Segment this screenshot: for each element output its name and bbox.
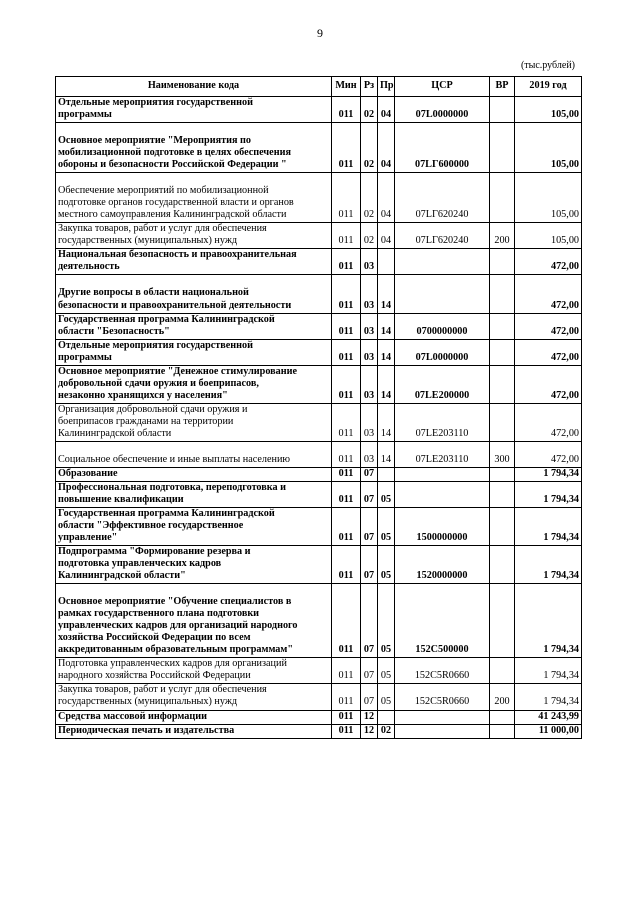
budget-table (55, 76, 582, 739)
row-csr (395, 467, 490, 481)
row-min: 011 (332, 467, 361, 481)
row-csr: 07L0000000 (395, 339, 490, 365)
table-row (56, 249, 582, 275)
table-row (56, 684, 582, 710)
row-pr: 05 (378, 684, 395, 710)
row-name: Государственная программа Калининградской области "Безопасность" (56, 313, 332, 339)
row-min: 011 (332, 508, 361, 546)
row-pr: 14 (378, 365, 395, 403)
row-vr: 200 (490, 684, 515, 710)
row-min: 011 (332, 710, 361, 724)
row-name: Образование (56, 467, 332, 481)
row-vr (490, 249, 515, 275)
table-row (56, 584, 582, 658)
row-name: Государственная программа Калининградской области "Эффективное государственное управление" (56, 508, 332, 546)
row-rz: 02 (361, 223, 378, 249)
row-vr (490, 710, 515, 724)
row-name: Закупка товаров, работ и услуг для обеспечения государственных (муниципальных) нужд (56, 223, 332, 249)
row-csr (395, 724, 490, 738)
row-csr: 152C500000 (395, 584, 490, 658)
row-vr (490, 123, 515, 173)
row-sum: 472,00 (515, 339, 582, 365)
row-name: Закупка товаров, работ и услуг для обеспечения государственных (муниципальных) нужд (56, 684, 332, 710)
row-name: Средства массовой информации (56, 710, 332, 724)
row-pr (378, 467, 395, 481)
row-sum: 41 243,99 (515, 710, 582, 724)
row-pr: 05 (378, 658, 395, 684)
table-row (56, 658, 582, 684)
row-min: 011 (332, 584, 361, 658)
row-sum: 472,00 (515, 365, 582, 403)
row-sum: 1 794,34 (515, 481, 582, 507)
row-min: 011 (332, 365, 361, 403)
row-sum: 1 794,34 (515, 508, 582, 546)
row-pr: 14 (378, 441, 395, 467)
table-row (56, 97, 582, 123)
row-name: Основное мероприятие "Мероприятия по мобилизационной подготовке в целях обеспечения обороны и безопасности Российской Федерации " (56, 123, 332, 173)
row-rz: 03 (361, 275, 378, 313)
row-vr (490, 313, 515, 339)
row-sum: 11 000,00 (515, 724, 582, 738)
row-rz: 03 (361, 249, 378, 275)
row-pr: 14 (378, 275, 395, 313)
row-pr: 05 (378, 546, 395, 584)
units-label: (тыс.рублей) (520, 60, 575, 71)
row-csr: 07LE203110 (395, 441, 490, 467)
row-rz: 07 (361, 684, 378, 710)
header-vr: ВР (490, 77, 515, 97)
row-vr (490, 481, 515, 507)
row-name: Отдельные мероприятия государственной программы (56, 97, 332, 123)
row-name: Подготовка управленческих кадров для организаций народного хозяйства Российской Федерации (56, 658, 332, 684)
row-rz: 07 (361, 467, 378, 481)
row-sum: 472,00 (515, 403, 582, 441)
row-name: Основное мероприятие "Денежное стимулирование добровольной сдачи оружия и боеприпасов, незаконно хранящихся у населения" (56, 365, 332, 403)
row-vr (490, 173, 515, 223)
row-min: 011 (332, 97, 361, 123)
row-csr: 07LГ620240 (395, 173, 490, 223)
row-name: Основное мероприятие "Обучение специалистов в рамках государственного плана подготовки управленческих кадров для организаций народного хозяйства Российской Федерации по всем аккредитованным образовательным программам" (56, 584, 332, 658)
row-pr: 14 (378, 313, 395, 339)
row-rz: 02 (361, 123, 378, 173)
table-header-row (56, 77, 582, 97)
row-rz: 03 (361, 313, 378, 339)
row-rz: 03 (361, 441, 378, 467)
table-row (56, 313, 582, 339)
row-vr (490, 403, 515, 441)
row-rz: 12 (361, 710, 378, 724)
row-vr (490, 508, 515, 546)
row-name: Национальная безопасность и правоохранительная деятельность (56, 249, 332, 275)
row-name: Профессиональная подготовка, переподготовка и повышение квалификации (56, 481, 332, 507)
row-rz: 07 (361, 584, 378, 658)
row-csr: 07LГ600000 (395, 123, 490, 173)
table-row (56, 508, 582, 546)
row-name: Организация добровольной сдачи оружия и боеприпасов гражданами на территории Калининградской области (56, 403, 332, 441)
row-sum: 472,00 (515, 249, 582, 275)
row-rz: 07 (361, 658, 378, 684)
header-year: 2019 год (515, 77, 582, 97)
row-min: 011 (332, 313, 361, 339)
row-sum: 105,00 (515, 223, 582, 249)
row-sum: 1 794,34 (515, 658, 582, 684)
row-min: 011 (332, 684, 361, 710)
row-name: Подпрограмма "Формирование резерва и подготовка управленческих кадров Калининградской области" (56, 546, 332, 584)
row-vr (490, 97, 515, 123)
row-pr (378, 710, 395, 724)
row-min: 011 (332, 441, 361, 467)
row-name: Периодическая печать и издательства (56, 724, 332, 738)
row-csr (395, 249, 490, 275)
row-pr: 05 (378, 481, 395, 507)
row-min: 011 (332, 173, 361, 223)
row-vr (490, 658, 515, 684)
row-rz: 03 (361, 339, 378, 365)
table-row (56, 481, 582, 507)
row-csr: 07L0000000 (395, 97, 490, 123)
row-pr: 04 (378, 223, 395, 249)
row-pr: 05 (378, 584, 395, 658)
table-row (56, 173, 582, 223)
row-vr (490, 546, 515, 584)
table-row (56, 710, 582, 724)
row-name: Отдельные мероприятия государственной программы (56, 339, 332, 365)
row-pr: 04 (378, 173, 395, 223)
header-rz: Рз (361, 77, 378, 97)
row-min: 011 (332, 658, 361, 684)
row-csr: 07LE203110 (395, 403, 490, 441)
row-sum: 1 794,34 (515, 546, 582, 584)
row-name: Обеспечение мероприятий по мобилизационной подготовке органов государственной власти и органов местного самоуправления Калининградской области (56, 173, 332, 223)
row-min: 011 (332, 223, 361, 249)
row-pr: 04 (378, 123, 395, 173)
row-sum: 105,00 (515, 173, 582, 223)
row-min: 011 (332, 123, 361, 173)
row-sum: 1 794,34 (515, 584, 582, 658)
row-pr (378, 249, 395, 275)
row-min: 011 (332, 249, 361, 275)
row-name: Другие вопросы в области национальной безопасности и правоохранительной деятельности (56, 275, 332, 313)
row-csr: 152C5R0660 (395, 684, 490, 710)
table-row (56, 441, 582, 467)
row-csr: 1500000000 (395, 508, 490, 546)
row-rz: 12 (361, 724, 378, 738)
row-csr: 07LГ620240 (395, 223, 490, 249)
page-number: 9 (317, 26, 323, 40)
row-vr (490, 724, 515, 738)
row-pr: 14 (378, 403, 395, 441)
row-sum: 472,00 (515, 441, 582, 467)
row-rz: 03 (361, 403, 378, 441)
row-min: 011 (332, 724, 361, 738)
row-vr: 300 (490, 441, 515, 467)
row-pr: 05 (378, 508, 395, 546)
table-row (56, 339, 582, 365)
row-pr: 02 (378, 724, 395, 738)
row-rz: 07 (361, 508, 378, 546)
row-sum: 1 794,34 (515, 467, 582, 481)
row-pr: 14 (378, 339, 395, 365)
row-csr (395, 275, 490, 313)
row-vr (490, 365, 515, 403)
header-name: Наименование кода (56, 77, 332, 97)
row-vr (490, 467, 515, 481)
row-min: 011 (332, 275, 361, 313)
row-name: Социальное обеспечение и иные выплаты населению (56, 441, 332, 467)
table-row (56, 365, 582, 403)
table-row (56, 275, 582, 313)
row-sum: 105,00 (515, 97, 582, 123)
row-vr (490, 584, 515, 658)
row-csr: 152C5R0660 (395, 658, 490, 684)
row-min: 011 (332, 403, 361, 441)
row-csr: 0700000000 (395, 313, 490, 339)
row-csr (395, 481, 490, 507)
row-rz: 02 (361, 173, 378, 223)
table-row (56, 403, 582, 441)
row-rz: 02 (361, 97, 378, 123)
table-row (56, 467, 582, 481)
table-row (56, 546, 582, 584)
row-sum: 472,00 (515, 313, 582, 339)
row-sum: 105,00 (515, 123, 582, 173)
row-rz: 07 (361, 546, 378, 584)
row-min: 011 (332, 339, 361, 365)
row-csr: 1520000000 (395, 546, 490, 584)
row-sum: 1 794,34 (515, 684, 582, 710)
table-row (56, 724, 582, 738)
row-min: 011 (332, 481, 361, 507)
row-rz: 03 (361, 365, 378, 403)
header-csr: ЦСР (395, 77, 490, 97)
table-row (56, 123, 582, 173)
row-vr: 200 (490, 223, 515, 249)
header-pr: Пр (378, 77, 395, 97)
row-pr: 04 (378, 97, 395, 123)
row-vr (490, 275, 515, 313)
row-csr (395, 710, 490, 724)
row-vr (490, 339, 515, 365)
row-rz: 07 (361, 481, 378, 507)
row-min: 011 (332, 546, 361, 584)
row-csr: 07LE200000 (395, 365, 490, 403)
table-row (56, 223, 582, 249)
row-sum: 472,00 (515, 275, 582, 313)
header-min: Мин (332, 77, 361, 97)
